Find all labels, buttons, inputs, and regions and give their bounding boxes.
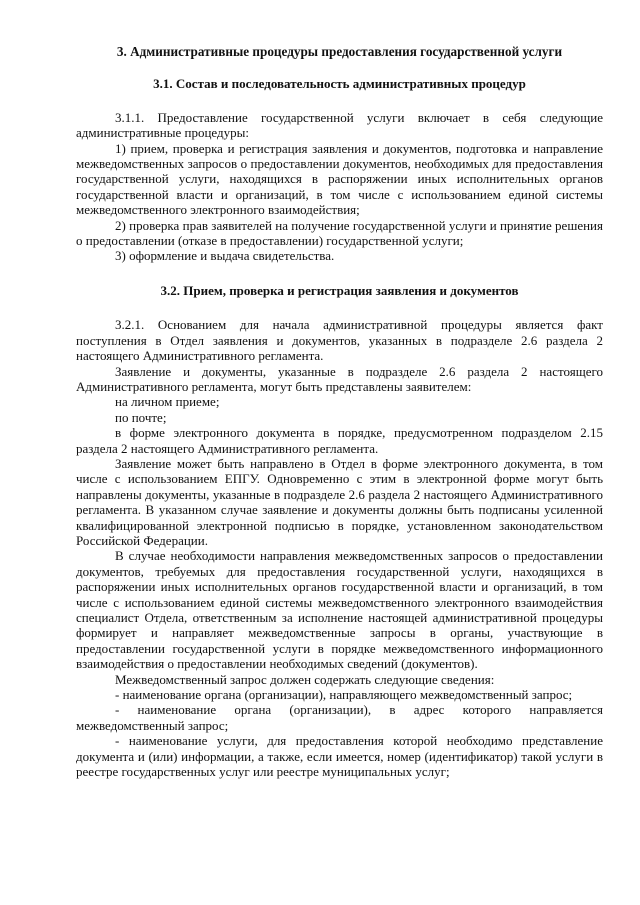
list-item-procedure-3: 3) оформление и выдача свидетельства. [115,248,335,264]
list-item-procedure-2: 2) проверка прав заявителей на получение государственной услуги и принятие решения о предоставлении (отказе в предоставлении) государственной услуги; [76,217,603,249]
paragraph-interagency-requests: В случае необходимости направления межведомственных запросов о предоставлении документов, требуемых для предоставления государственной услуги, находящихся в распоряжении иных исполнительных органов государственной власти и организаций, в том числе с использованием единой системы межведомственного электронного взаимодействия специалист Отдела, ответственным за исполнение настоящей административной процедуры формирует и направляет межведомственные запросы в органы, участвующие в предоставлении государственной услуги в порядке межведомственного информационного взаимодействия о предоставлении необходимых сведений (документов). [76,548,603,672]
paragraph-3-1-1: 3.1.1. Предоставление государственной услуги включает в себя следующие административные процедуры: [76,109,603,141]
list-item-by-mail: по почте; [115,409,167,425]
list-item-receiving-body: - наименование органа (организации), в адрес которого направляется межведомственный запрос; [76,702,603,733]
list-item-in-person: на личном приеме; [115,394,220,410]
document-page [76,44,603,779]
list-item-electronic: в форме электронного документа в порядке, предусмотренном подразделом 2.15 раздела 2 настоящего Административного регламента. [76,425,603,456]
paragraph-request-contents: Межведомственный запрос должен содержать следующие сведения: [115,671,495,687]
document-title: 3. Административные процедуры предоставления государственной услуги [116,44,563,59]
section-3-1-heading: 3.1. Состав и последовательность административных процедур [153,76,526,92]
section-3-2-heading: 3.2. Прием, проверка и регистрация заявления и документов [160,282,519,298]
paragraph-3-2-1: 3.2.1. Основанием для начала административной процедуры является факт поступления в Отдел заявления и документов, указанных в подразделе 2.6 раздела 2 настоящего Административного регламента. [76,317,603,364]
list-item-procedure-1: 1) прием, проверка и регистрация заявления и документов, подготовка и направление межведомственных запросов о предоставлении документов, необходимых для предоставления государственной услуги, находящихся в распоряжении иных исполнительных органов государственной власти и организаций, в том числе с использованием единой системы межведомственного электронного взаимодействия; [76,140,603,218]
list-item-requesting-body: - наименование органа (организации), направляющего межведомственный запрос; [115,687,573,703]
paragraph-electronic-submission: Заявление может быть направлено в Отдел в форме электронного документа, в том числе с использованием ЕПГУ. Одновременно с этим в электронной форме могут быть направлены документы, указанные в подразделе 2.6 раздела 2 настоящего Административного регламента. В указанном случае заявление и документы должны быть подписаны усиленной квалифицированной электронной подписью в порядке, установленном законодательством Российской Федерации. [76,455,603,548]
paragraph-submission-methods: Заявление и документы, указанные в подразделе 2.6 раздела 2 настоящего Административного регламента, могут быть представлены заявителем: [76,363,603,394]
list-item-service-name: - наименование услуги, для предоставления которой необходимо представление документа и (или) информации, а также, если имеется, номер (идентификатор) такой услуги в реестре государственных услуг или реестре муниципальных услуг; [76,733,603,780]
